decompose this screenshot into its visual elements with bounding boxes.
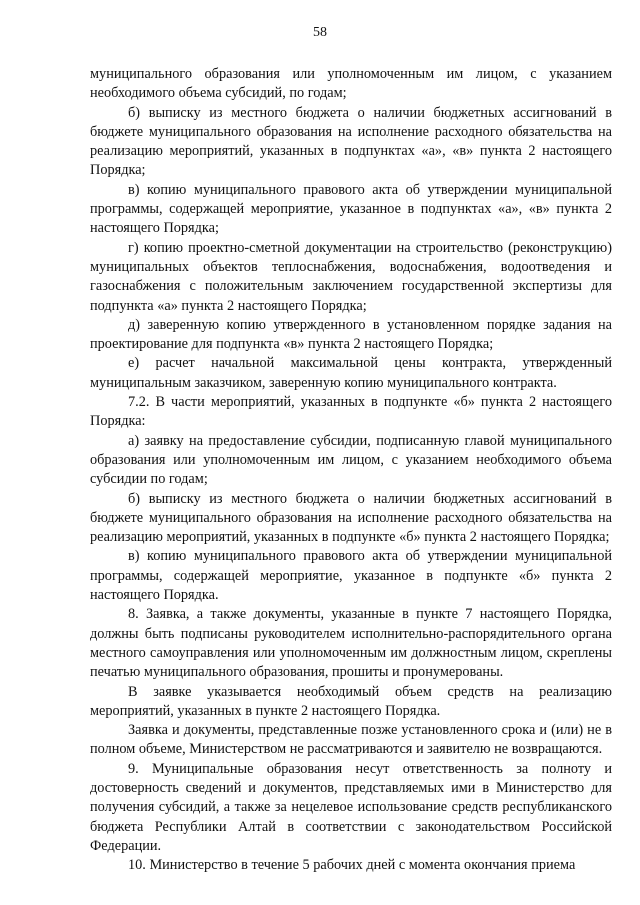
- paragraph: в) копию муниципального правового акта об утверждении муниципальной программы, содержащей мероприятие, указанное в подпункте «б» пункта 2 настоящего Порядка.: [90, 548, 612, 604]
- paragraph: 9. Муниципальные образования несут ответственность за полноту и достоверность сведений и документов, представляемых ими в Министерство для получения субсидий, а также за нецелевое использование средств республиканского бюджета Республики Алтай в соответствии с законодательством Российской Федерации.: [90, 760, 612, 854]
- paragraph: 8. Заявка, а также документы, указанные в пункте 7 настоящего Порядка, должны быть подписаны руководителем исполнительно-распорядительного органа местного самоуправления или уполномоченным им должностным лицом, скреплены печатью муниципального образования, прошиты и пронумерованы.: [90, 606, 612, 681]
- paragraph: а) заявку на предоставление субсидии, подписанную главой муниципального образования или уполномоченным им лицом, с указанием необходимого объема субсидии по годам;: [90, 432, 612, 488]
- paragraph: 10. Министерство в течение 5 рабочих дней с момента окончания приема: [128, 857, 576, 874]
- paragraph: муниципального образования или уполномоченным им лицом, с указанием необходимого объема субсидий, по годам;: [90, 66, 612, 102]
- page-number: 58: [313, 25, 327, 40]
- paragraph: д) заверенную копию утвержденного в установленном порядке задания на проектирование для подпункта «в» пункта 2 настоящего Порядка;: [90, 316, 612, 353]
- paragraph: б) выписку из местного бюджета о наличии бюджетных ассигнований в бюджете муниципального образования на исполнение расходного обязательства на реализацию мероприятий, указанных в подпункте «б» пункта 2 настоящего Порядка;: [90, 490, 612, 546]
- document-body: [90, 65, 612, 875]
- paragraph: г) копию проектно-сметной документации на строительство (реконструкцию) муниципальных объектов теплоснабжения, водоснабжения, водоотведения и газоснабжения с положительным заключением государственной экспертизы для подпункта «а» пункта 2 настоящего Порядка;: [90, 239, 612, 314]
- paragraph: б) выписку из местного бюджета о наличии бюджетных ассигнований в бюджете муниципального образования на исполнение расходного обязательства на реализацию мероприятий, указанных в подпунктах «а», «в» пункта 2 настоящего Порядка;: [90, 104, 612, 179]
- paragraph: е) расчет начальной максимальной цены контракта, утвержденный муниципальным заказчиком, заверенную копию муниципального контракта.: [90, 355, 612, 391]
- paragraph: 7.2. В части мероприятий, указанных в подпункте «б» пункта 2 настоящего Порядка:: [90, 394, 612, 430]
- paragraph: в) копию муниципального правового акта об утверждении муниципальной программы, содержащей мероприятие, указанное в подпунктах «а», «в» пункта 2 настоящего Порядка;: [90, 181, 612, 237]
- paragraph: В заявке указывается необходимый объем средств на реализацию мероприятий, указанных в пункте 2 настоящего Порядка.: [90, 683, 612, 719]
- paragraph: Заявка и документы, представленные позже установленного срока и (или) не в полном объеме, Министерством не рассматриваются и заявителю не возвращаются.: [90, 722, 612, 758]
